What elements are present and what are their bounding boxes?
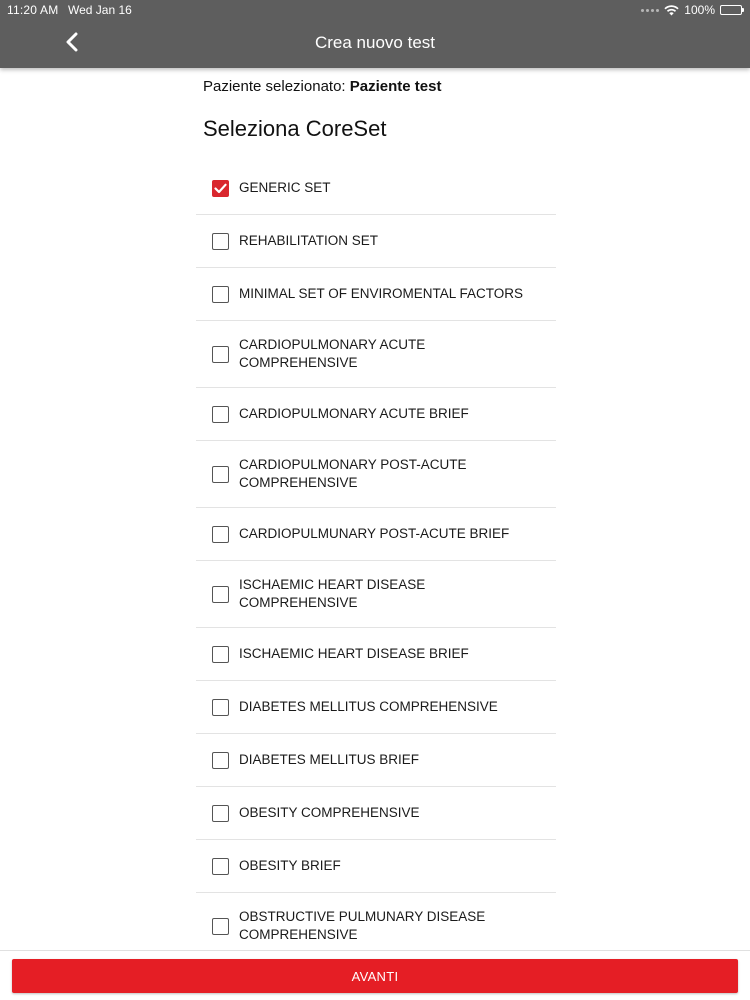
status-time: 11:20 AM (7, 3, 59, 17)
page-title: Crea nuovo test (314, 33, 435, 52)
coreset-label: GENERIC SET (239, 180, 331, 195)
coreset-checkbox[interactable] (212, 286, 229, 303)
coreset-label: DIABETES MELLITUS BRIEF (239, 752, 420, 767)
coreset-checkbox[interactable] (212, 752, 229, 769)
coreset-checkbox[interactable] (212, 346, 229, 363)
coreset-label: OBESITY BRIEF (239, 858, 341, 873)
coreset-item[interactable] (196, 441, 556, 508)
coreset-checkbox[interactable] (212, 805, 229, 822)
coreset-item[interactable] (196, 681, 556, 734)
coreset-label: MINIMAL SET OF ENVIROMENTAL FACTORS (239, 286, 524, 301)
status-indicators (641, 2, 742, 18)
battery-icon (720, 5, 742, 15)
checkmark-icon (214, 183, 227, 194)
coreset-item[interactable] (196, 840, 556, 893)
coreset-label: CARDIOPULMONARY ACUTE BRIEF (239, 406, 469, 421)
coreset-checkbox[interactable] (212, 526, 229, 543)
coreset-label: CARDIOPULMONARY ACUTE COMPREHENSIVE (239, 337, 426, 370)
top-bar (0, 0, 750, 68)
coreset-label: CARDIOPULMONARY POST-ACUTE COMPREHENSIVE (239, 457, 467, 490)
battery-percentage: 100% (684, 3, 715, 17)
coreset-item[interactable] (196, 561, 556, 628)
coreset-checkbox[interactable] (212, 699, 229, 716)
coreset-item[interactable] (196, 388, 556, 441)
coreset-item[interactable] (196, 321, 556, 388)
coreset-checkbox[interactable] (212, 646, 229, 663)
selected-patient-name: Paziente test (349, 78, 442, 95)
coreset-checkbox[interactable] (212, 180, 229, 197)
coreset-item[interactable] (196, 734, 556, 787)
coreset-checkbox[interactable] (212, 586, 229, 603)
coreset-checkbox[interactable] (212, 858, 229, 875)
selected-patient (203, 78, 556, 98)
coreset-checkbox[interactable] (212, 466, 229, 483)
coreset-label: DIABETES MELLITUS COMPREHENSIVE (239, 699, 498, 714)
coreset-label: CARDIOPULMUNARY POST-ACUTE BRIEF (239, 526, 510, 541)
coreset-checkbox[interactable] (212, 918, 229, 935)
coreset-item[interactable] (196, 162, 556, 215)
signal-icon (641, 9, 659, 12)
coreset-label: REHABILITATION SET (239, 233, 379, 248)
coreset-item[interactable] (196, 508, 556, 561)
section-title: Seleziona CoreSet (203, 116, 387, 141)
coreset-label: ISCHAEMIC HEART DISEASE BRIEF (239, 646, 469, 661)
selected-patient-label: Paziente selezionato: (203, 78, 346, 95)
coreset-checkbox[interactable] (212, 406, 229, 423)
status-date: Wed Jan 16 (68, 3, 132, 17)
wifi-icon (664, 5, 679, 16)
coreset-item[interactable] (196, 787, 556, 840)
coreset-label: OBESITY COMPREHENSIVE (239, 805, 420, 820)
main-content (196, 68, 556, 960)
coreset-label: ISCHAEMIC HEART DISEASE COMPREHENSIVE (239, 577, 426, 610)
coreset-item[interactable] (196, 628, 556, 681)
bottom-bar (0, 950, 750, 1000)
coreset-checkbox[interactable] (212, 233, 229, 250)
coreset-item[interactable] (196, 215, 556, 268)
coreset-list (196, 162, 556, 960)
coreset-item[interactable] (196, 268, 556, 321)
coreset-label: OBSTRUCTIVE PULMUNARY DISEASE COMPREHENSIVE (239, 909, 486, 942)
next-button[interactable]: AVANTI (12, 959, 738, 993)
